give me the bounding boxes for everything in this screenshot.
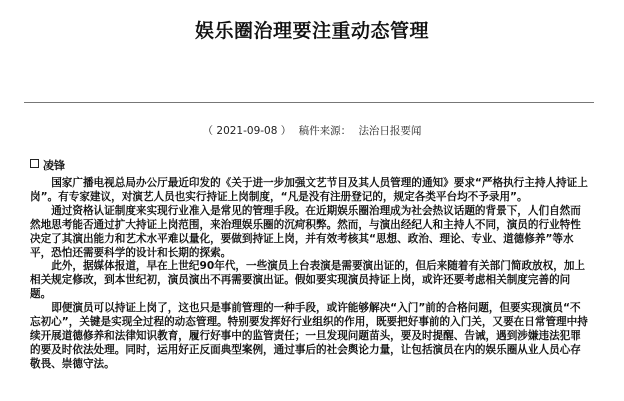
author-line [30, 157, 65, 173]
checkbox-icon [30, 159, 39, 168]
paragraph: 此外，据媒体报道，早在上世纪90年代，一些演员上台表演是需要演出证的，但后来随着有关部门简政放权，加上相关规定修改，到本世纪初，演员演出不再需要演出证。假如要实现演员持证上岗，或许还要考虑相关制度完善的问题。 [30, 260, 586, 301]
divider [24, 102, 594, 103]
author-name: 凌锋 [43, 159, 65, 172]
paragraph: 国家广播电视总局办公厅最近印发的《关于进一步加强文艺节目及其人员管理的通知》要求“严格执行主持人持证上岗”。有专家建议，对演艺人员也实行持证上岗制度，“凡是没有注册登记的，规定各类平台均不予录用”。 [30, 177, 588, 203]
article-body [30, 177, 590, 372]
paragraph: 通过资格认证制度来实现行业准入是常见的管理手段。在近期娱乐圈治理成为社会热议话题的背景下，人们自然而然地思考能否通过扩大持证上岗范围，来治理娱乐圈的沉疴积弊。然而，与演出经纪人和主持人不同，演员的行业特性决定了其演出能力和艺术水平难以量化，要做到持证上岗，并有效考核其“思想、政治、理论、专业、道德修养”等水平，恐怕还需要科学的设计和长期的探索。 [30, 204, 581, 259]
source-name: 法治日报要闻 [358, 125, 422, 137]
article-title: 娱乐圈治理要注重动态管理 [194, 20, 429, 42]
publish-date: （ 2021-09-08 ） [202, 125, 292, 137]
paragraph: 即便演员可以持证上岗了，这也只是事前管理的一种手段，或许能够解决“入门”前的合格问题，但要实现演员“不忘初心”，关键是实现全过程的动态管理。特别要发挥好行业组织的作用，既要把好事前的入门关，又要在日常管理中持续开展道德修养和法律知识教育，履行好事中的监管责任；一旦发现问题苗头，要及时提醒、告诫，遇到涉嫌违法犯罪的要及时依法处理。同时，运用好正反面典型案例，通过事后的社会舆论力量，让包括演员在内的娱乐圈从业人员心存敬畏、崇德守法。 [30, 302, 588, 370]
source-label: 稿件来源： [298, 125, 352, 137]
article-meta [0, 123, 624, 138]
